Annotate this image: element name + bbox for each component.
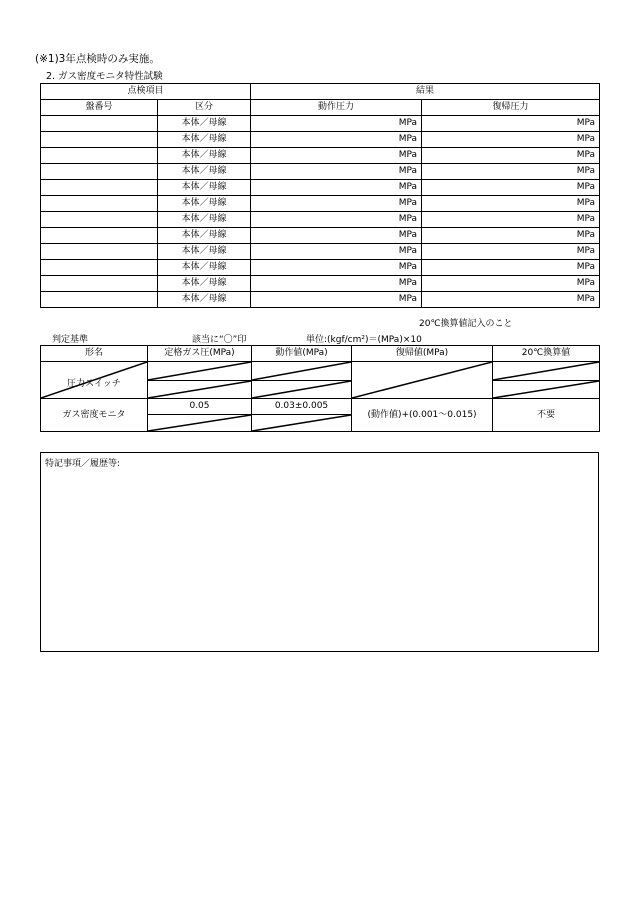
reset-pressure-cell[interactable]: MPa: [422, 260, 600, 276]
division-cell: 本体／母線: [158, 244, 251, 260]
mark-note: 該当に“〇”印: [192, 335, 247, 345]
ps-rated-b: [148, 381, 252, 399]
table-row: [41, 196, 600, 212]
header-reset-pressure: 復帰圧力: [422, 100, 600, 116]
gas-operating-blank: [252, 415, 352, 432]
reset-pressure-cell[interactable]: MPa: [422, 244, 600, 260]
pressure-switch-label: 圧力スイッチ: [67, 378, 121, 389]
unit-note: 単位:(kgf/cm²)＝(MPa)×10: [306, 335, 422, 345]
table-row: [41, 180, 600, 196]
reset-pressure-cell[interactable]: MPa: [422, 228, 600, 244]
division-cell: 本体／母線: [158, 180, 251, 196]
operating-pressure-cell[interactable]: MPa: [251, 132, 422, 148]
division-cell: 本体／母線: [158, 292, 251, 308]
panel-number-cell[interactable]: [41, 180, 158, 196]
panel-number-cell[interactable]: [41, 196, 158, 212]
operating-pressure-cell[interactable]: MPa: [251, 116, 422, 132]
table-row: [41, 212, 600, 228]
operating-pressure-cell[interactable]: MPa: [251, 276, 422, 292]
operating-pressure-cell[interactable]: MPa: [251, 196, 422, 212]
reset-pressure-cell[interactable]: MPa: [422, 212, 600, 228]
ps-operating-a: [252, 362, 352, 381]
ps-reset: [352, 362, 493, 399]
table-row: [41, 148, 600, 164]
criteria-table: [40, 345, 600, 432]
reset-pressure-cell[interactable]: MPa: [422, 180, 600, 196]
table-row: [41, 276, 600, 292]
header-division: 区分: [158, 100, 251, 116]
division-cell: 本体／母線: [158, 260, 251, 276]
operating-pressure-cell[interactable]: MPa: [251, 164, 422, 180]
conversion-footnote: 20℃換算値記入のこと: [419, 319, 513, 329]
division-cell: 本体／母線: [158, 116, 251, 132]
header-result: 結果: [251, 84, 600, 100]
panel-number-cell[interactable]: [41, 228, 158, 244]
table-row: [41, 292, 600, 308]
reset-pressure-cell[interactable]: MPa: [422, 164, 600, 180]
panel-number-cell[interactable]: [41, 276, 158, 292]
operating-pressure-cell[interactable]: MPa: [251, 260, 422, 276]
header-inspection-item: 点検項目: [41, 84, 251, 100]
characteristic-test-table: [40, 83, 600, 308]
gas-monitor-label: ガス密度モニタ: [41, 399, 148, 432]
reset-pressure-cell[interactable]: MPa: [422, 292, 600, 308]
panel-number-cell[interactable]: [41, 148, 158, 164]
division-cell: 本体／母線: [158, 212, 251, 228]
division-cell: 本体／母線: [158, 196, 251, 212]
division-cell: 本体／母線: [158, 148, 251, 164]
criteria-header-conv: 20℃換算値: [493, 346, 600, 362]
table-row: [41, 244, 600, 260]
operating-pressure-cell[interactable]: MPa: [251, 292, 422, 308]
panel-number-cell[interactable]: [41, 244, 158, 260]
ps-operating-b: [252, 381, 352, 399]
gas-reset-value: (動作値)+(0.001～0.015): [352, 399, 493, 432]
operating-pressure-cell[interactable]: MPa: [251, 180, 422, 196]
division-cell: 本体／母線: [158, 276, 251, 292]
gas-rated-value: 0.05: [148, 399, 252, 415]
table-row: [41, 228, 600, 244]
gas-operating-value: 0.03±0.005: [252, 399, 352, 415]
panel-number-cell[interactable]: [41, 116, 158, 132]
operating-pressure-cell[interactable]: MPa: [251, 244, 422, 260]
panel-number-cell[interactable]: [41, 164, 158, 180]
gas-conv-value: 不要: [493, 399, 600, 432]
operating-pressure-cell[interactable]: MPa: [251, 212, 422, 228]
criteria-label: 判定基準: [52, 335, 89, 345]
reset-pressure-cell[interactable]: MPa: [422, 148, 600, 164]
table-row: [41, 132, 600, 148]
header-panel-number: 盤番号: [41, 100, 158, 116]
division-cell: 本体／母線: [158, 132, 251, 148]
remarks-label: 特記事項／履歴等:: [45, 459, 121, 469]
table-row: [41, 260, 600, 276]
reset-pressure-cell[interactable]: MPa: [422, 276, 600, 292]
reset-pressure-cell[interactable]: MPa: [422, 132, 600, 148]
panel-number-cell[interactable]: [41, 292, 158, 308]
division-cell: 本体／母線: [158, 228, 251, 244]
ps-conv-a: [493, 362, 600, 381]
gas-rated-blank: [148, 415, 252, 432]
reset-pressure-cell[interactable]: MPa: [422, 116, 600, 132]
reset-pressure-cell[interactable]: MPa: [422, 196, 600, 212]
ps-conv-b: [493, 381, 600, 399]
criteria-header-rated: 定格ガス圧(MPa): [148, 346, 252, 362]
remarks-box[interactable]: [40, 452, 599, 652]
pressure-switch-cell: [41, 362, 148, 399]
panel-number-cell[interactable]: [41, 132, 158, 148]
note-3year: (※1)3年点検時のみ実施。: [35, 53, 160, 65]
criteria-header-operating: 動作値(MPa): [252, 346, 352, 362]
ps-rated-a: [148, 362, 252, 381]
operating-pressure-cell[interactable]: MPa: [251, 148, 422, 164]
header-operating-pressure: 動作圧力: [251, 100, 422, 116]
table-row: [41, 164, 600, 180]
division-cell: 本体／母線: [158, 164, 251, 180]
criteria-header-model: 形名: [41, 346, 148, 362]
criteria-header-reset: 復帰値(MPa): [352, 346, 493, 362]
table-row: [41, 116, 600, 132]
panel-number-cell[interactable]: [41, 212, 158, 228]
section-title: 2. ガス密度モニタ特性試験: [46, 71, 163, 82]
panel-number-cell[interactable]: [41, 260, 158, 276]
operating-pressure-cell[interactable]: MPa: [251, 228, 422, 244]
